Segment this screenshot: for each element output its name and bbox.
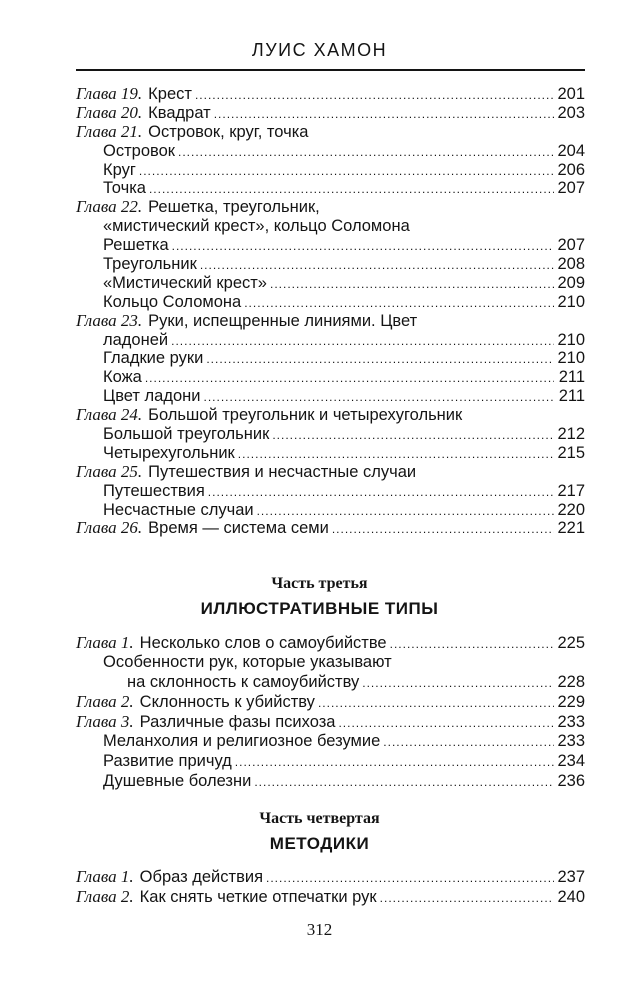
dot-leader: [380, 889, 554, 909]
dot-leader: [171, 332, 554, 351]
entry-page-number: 228: [557, 672, 585, 691]
entry-page-number: 236: [557, 771, 585, 790]
entry-title: Душевные болезни: [103, 771, 252, 790]
chapter-number: Глава 26.: [76, 518, 143, 538]
dot-leader: [178, 143, 554, 162]
toc-entry: [76, 406, 585, 425]
toc-entry: [76, 255, 585, 274]
dot-leader: [332, 520, 554, 539]
dot-leader: [318, 694, 554, 714]
dot-leader: [200, 256, 554, 275]
running-head: ЛУИС ХАМОН: [251, 40, 388, 60]
dot-leader: [272, 426, 554, 445]
entry-title: Круг: [103, 160, 136, 179]
entry-title: «Мистический крест»: [103, 273, 267, 292]
dot-leader: [257, 502, 554, 521]
dot-leader: [390, 635, 554, 655]
part-three-label: Часть третья: [271, 575, 368, 592]
toc-entry: [76, 161, 585, 180]
entry-title: ладоней: [103, 330, 169, 349]
toc-entry: [76, 732, 585, 752]
toc-entry: [76, 673, 585, 693]
part-four-label: Часть четвертая: [259, 810, 380, 827]
entry-title: Квадрат: [148, 103, 211, 122]
dot-leader: [270, 275, 554, 294]
entry-page-number: 212: [557, 425, 585, 444]
entry-page-number: 201: [557, 85, 585, 103]
chapter-number: Глава 2.: [76, 692, 134, 712]
entry-title: Островок: [103, 141, 175, 160]
dot-leader: [172, 237, 554, 256]
entry-page-number: 240: [557, 887, 585, 906]
dot-leader: [195, 86, 554, 105]
dot-leader: [254, 773, 554, 793]
toc-entry: [76, 142, 585, 161]
chapter-number: Глава 1.: [76, 867, 134, 886]
toc-section-part-four: [76, 867, 585, 907]
entry-title: Несколько слов о самоубийстве: [139, 634, 387, 652]
toc-entry: [76, 368, 585, 387]
toc-entry: [76, 633, 585, 653]
dot-leader: [149, 180, 554, 199]
entry-title: Несчастные случаи: [103, 500, 254, 519]
toc-entry: [76, 104, 585, 123]
toc-section-part-three: [76, 633, 585, 791]
dot-leader: [139, 162, 554, 181]
entry-page-number: 217: [557, 481, 585, 500]
entry-page-number: 215: [557, 443, 585, 462]
page-number: 312: [306, 920, 333, 939]
entry-page-number: 206: [557, 160, 585, 179]
chapter-number: Глава 23.: [76, 310, 143, 330]
toc-entry: [76, 123, 585, 142]
entry-title: Меланхолия и религиозное безумие: [103, 731, 381, 750]
entry-page-number: 211: [558, 368, 585, 387]
chapter-number: Глава 1.: [76, 633, 134, 652]
entry-title: на склонность к самоубийству: [127, 672, 360, 691]
entry-title: Островок, круг, точка: [148, 122, 309, 141]
chapter-number: Глава 3.: [76, 712, 134, 732]
toc-entry: [76, 501, 585, 520]
entry-title: Как снять четкие отпечатки рук: [139, 887, 377, 906]
dot-leader: [244, 294, 554, 313]
header-rule: [76, 69, 585, 71]
toc-entry: [76, 867, 585, 887]
toc-entry: [76, 653, 585, 673]
entry-page-number: 225: [557, 634, 585, 652]
entry-title: Руки, испещренные линиями. Цвет: [148, 311, 418, 330]
toc-section-part-two: [76, 85, 585, 538]
entry-page-number: 211: [558, 387, 585, 406]
toc-entry: [76, 519, 585, 538]
dot-leader: [208, 483, 554, 502]
entry-page-number: 233: [557, 731, 585, 750]
chapter-number: Глава 21.: [76, 121, 143, 141]
toc-entry: [76, 387, 585, 406]
toc-entry: [76, 179, 585, 198]
toc-entry: [76, 692, 585, 712]
entry-title: Точка: [103, 179, 146, 198]
entry-title: Различные фазы психоза: [139, 713, 336, 732]
toc-entry: [76, 85, 585, 104]
toc-entry: [76, 331, 585, 350]
toc-entry: [76, 349, 585, 368]
entry-page-number: 229: [557, 693, 585, 712]
entry-page-number: 210: [557, 349, 585, 368]
entry-title: Большой треугольник: [103, 425, 270, 444]
toc-entry: [76, 198, 585, 217]
chapter-number: Глава 2.: [76, 886, 134, 906]
entry-page-number: 210: [557, 292, 585, 311]
toc-entry: [76, 312, 585, 331]
entry-title: Образ действия: [139, 868, 264, 886]
toc-entry: [76, 293, 585, 312]
chapter-number: Глава 25.: [76, 461, 143, 481]
entry-title: Большой треугольник и четырехугольник: [148, 406, 463, 425]
toc-entry: [76, 217, 585, 236]
entry-page-number: 210: [557, 330, 585, 349]
toc-entry: [76, 274, 585, 293]
toc-entry: [76, 425, 585, 444]
dot-leader: [266, 869, 554, 889]
entry-title: Склонность к убийству: [139, 693, 315, 712]
dot-leader: [214, 105, 554, 124]
entry-title: Особенности рук, которые указывают: [103, 652, 392, 671]
toc-entry: [76, 887, 585, 907]
entry-page-number: 234: [557, 751, 585, 770]
entry-title: Гладкие руки: [103, 349, 204, 368]
toc-entry: [76, 772, 585, 792]
entry-title: Кольцо Соломона: [103, 292, 242, 311]
toc-entry: [76, 236, 585, 255]
entry-page-number: 208: [557, 255, 585, 274]
entry-title: Четырехугольник: [103, 443, 235, 462]
entry-title: «мистический крест», кольцо Соломона: [103, 217, 410, 236]
entry-title: Треугольник: [103, 255, 197, 274]
toc-entry: [76, 444, 585, 463]
chapter-number: Глава 24.: [76, 405, 143, 425]
dot-leader: [204, 388, 555, 407]
dot-leader: [235, 753, 554, 773]
entry-page-number: 204: [557, 141, 585, 160]
entry-title: Крест: [148, 85, 192, 103]
chapter-number: Глава 19.: [76, 84, 143, 103]
entry-title: Путешествия: [103, 481, 205, 500]
entry-title: Цвет ладони: [103, 387, 201, 406]
chapter-number: Глава 22.: [76, 197, 143, 217]
entry-page-number: 209: [557, 273, 585, 292]
part-four-title: МЕТОДИКИ: [269, 834, 370, 853]
part-three-title: ИЛЛЮСТРАТИВНЫЕ ТИПЫ: [200, 599, 439, 618]
entry-page-number: 207: [557, 236, 585, 255]
toc-entry: [76, 482, 585, 501]
entry-page-number: 237: [557, 868, 585, 886]
toc-entry: [76, 712, 585, 732]
entry-page-number: 233: [557, 713, 585, 732]
dot-leader: [362, 674, 554, 694]
entry-title: Путешествия и несчастные случаи: [148, 462, 417, 481]
entry-page-number: 207: [557, 179, 585, 198]
chapter-number: Глава 20.: [76, 102, 143, 122]
toc-entry: [76, 752, 585, 772]
entry-title: Кожа: [103, 368, 142, 387]
entry-title: Развитие причуд: [103, 751, 232, 770]
dot-leader: [383, 733, 554, 753]
entry-title: Время — система семи: [148, 519, 329, 538]
entry-page-number: 220: [557, 500, 585, 519]
toc-entry: [76, 463, 585, 482]
dot-leader: [206, 350, 554, 369]
dot-leader: [238, 445, 554, 464]
dot-leader: [145, 369, 554, 388]
entry-title: Решетка: [103, 236, 169, 255]
entry-page-number: 203: [557, 103, 585, 122]
entry-page-number: 221: [557, 519, 585, 538]
entry-title: Решетка, треугольник,: [148, 198, 320, 217]
